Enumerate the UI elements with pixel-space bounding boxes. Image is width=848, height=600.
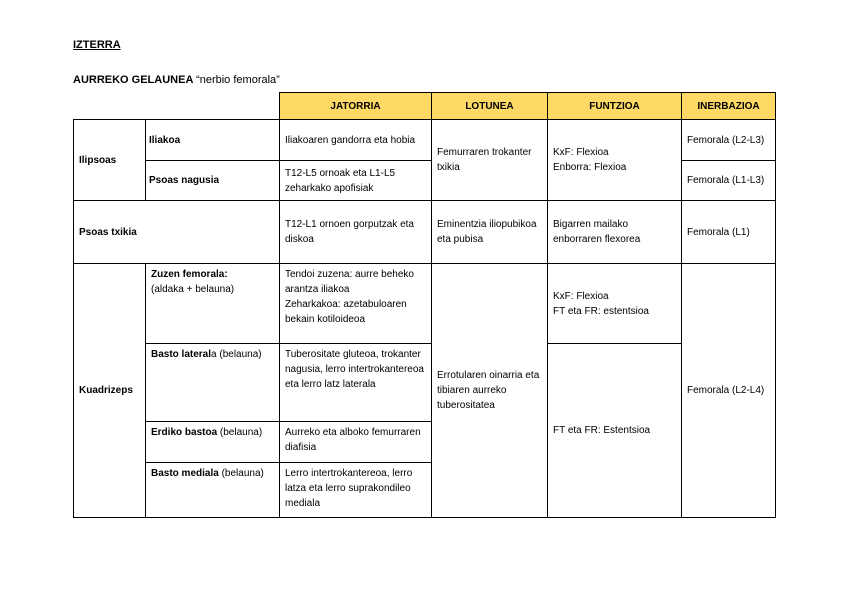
ilipsoas-funtzioa-1: KxF: Flexioa	[553, 147, 609, 158]
ilipsoas-funtzioa	[548, 120, 682, 201]
basto-mediala-name: Basto mediala	[151, 468, 219, 479]
erdiko-bastoa-name: Erdiko bastoa	[151, 427, 218, 438]
zuzen-femorala-jatorria	[280, 264, 432, 344]
table-row	[74, 120, 776, 161]
header-jatorria: JATORRIA	[280, 93, 432, 120]
zuzen-funtzioa-1: KxF: Flexioa	[553, 290, 609, 302]
ilipsoas-funtzioa-2: Enborra: Flexioa	[553, 162, 627, 173]
zuzen-femorala-funtzioa	[548, 264, 682, 344]
basto-laterala-name: Basto lateral	[151, 349, 212, 360]
muscle-iliakoa: Iliakoa	[146, 120, 280, 161]
header-blank	[74, 93, 280, 120]
zuzen-jatorria-2: Zeharkakoa: azetabuloaren bekain kotiloideoa	[285, 299, 407, 325]
group-psoas-txikia: Psoas txikia	[74, 201, 280, 264]
header-funtzioa: FUNTZIOA	[548, 93, 682, 120]
page-title: IZTERRA	[73, 39, 121, 51]
basto-mediala-note: (belauna)	[218, 468, 264, 479]
kuadrizeps-lotunea: Errotularen oinarria eta tibiaren aurreko tuberositatea	[432, 264, 548, 518]
erdiko-bastoa-jatorria: Aurreko eta alboko femurraren diafisia	[280, 422, 432, 463]
basto-laterala-note: a (belauna)	[211, 349, 262, 360]
zuzen-femorala-name: Zuzen femorala:	[151, 269, 228, 280]
header-row	[74, 93, 776, 120]
iliakoa-jatorria: Iliakoaren gandorra eta hobia	[280, 120, 432, 161]
muscle-psoas-nagusia: Psoas nagusia	[146, 161, 280, 201]
muscle-erdiko-bastoa	[146, 422, 280, 463]
psoas-txikia-inerbazioa: Femorala (L1)	[682, 201, 776, 264]
section-title	[73, 74, 280, 86]
table-row	[74, 201, 776, 264]
group-kuadrizeps: Kuadrizeps	[74, 264, 146, 518]
psoas-txikia-jatorria: T12-L1 ornoen gorputzak eta diskoa	[280, 201, 432, 264]
header-lotunea: LOTUNEA	[432, 93, 548, 120]
muscle-table	[73, 92, 776, 518]
group-ilipsoas: Ilipsoas	[74, 120, 146, 201]
muscle-zuzen-femorala	[146, 264, 280, 344]
muscle-basto-mediala	[146, 463, 280, 518]
psoas-txikia-funtzioa: Bigarren mailako enborraren flexorea	[548, 201, 682, 264]
header-inerbazioa: INERBAZIOA	[682, 93, 776, 120]
table-row	[74, 344, 776, 422]
section-title-quote: “nerbio femorala”	[196, 74, 280, 86]
besteak-funtzioa: FT eta FR: Estentsioa	[548, 344, 682, 518]
muscle-basto-laterala	[146, 344, 280, 422]
zuzen-funtzioa-2: FT eta FR: estentsioa	[553, 305, 649, 317]
zuzen-femorala-note: (aldaka + belauna)	[151, 284, 235, 295]
basto-mediala-jatorria: Lerro intertrokantereoa, lerro latza eta lerro suprakondileo mediala	[280, 463, 432, 518]
psoas-nagusia-jatorria: T12-L5 ornoak eta L1-L5 zeharkako apofisiak	[280, 161, 432, 201]
table-row	[74, 264, 776, 344]
kuadrizeps-inerbazioa: Femorala (L2-L4)	[682, 264, 776, 518]
iliakoa-inerbazioa: Femorala (L2-L3)	[682, 120, 776, 161]
section-title-main: AURREKO GELAUNEA	[73, 74, 193, 86]
erdiko-bastoa-note: (belauna)	[217, 427, 263, 438]
psoas-txikia-lotunea: Eminentzia iliopubikoa eta pubisa	[432, 201, 548, 264]
psoas-nagusia-inerbazioa: Femorala (L1-L3)	[682, 161, 776, 201]
basto-laterala-jatorria: Tuberositate gluteoa, trokanter nagusia, lerro intertrokantereoa eta lerro latz laterala	[280, 344, 432, 422]
zuzen-jatorria-1: Tendoi zuzena: aurre beheko arantza iliakoa	[285, 269, 414, 295]
ilipsoas-lotunea: Femurraren trokanter txikia	[432, 120, 548, 201]
